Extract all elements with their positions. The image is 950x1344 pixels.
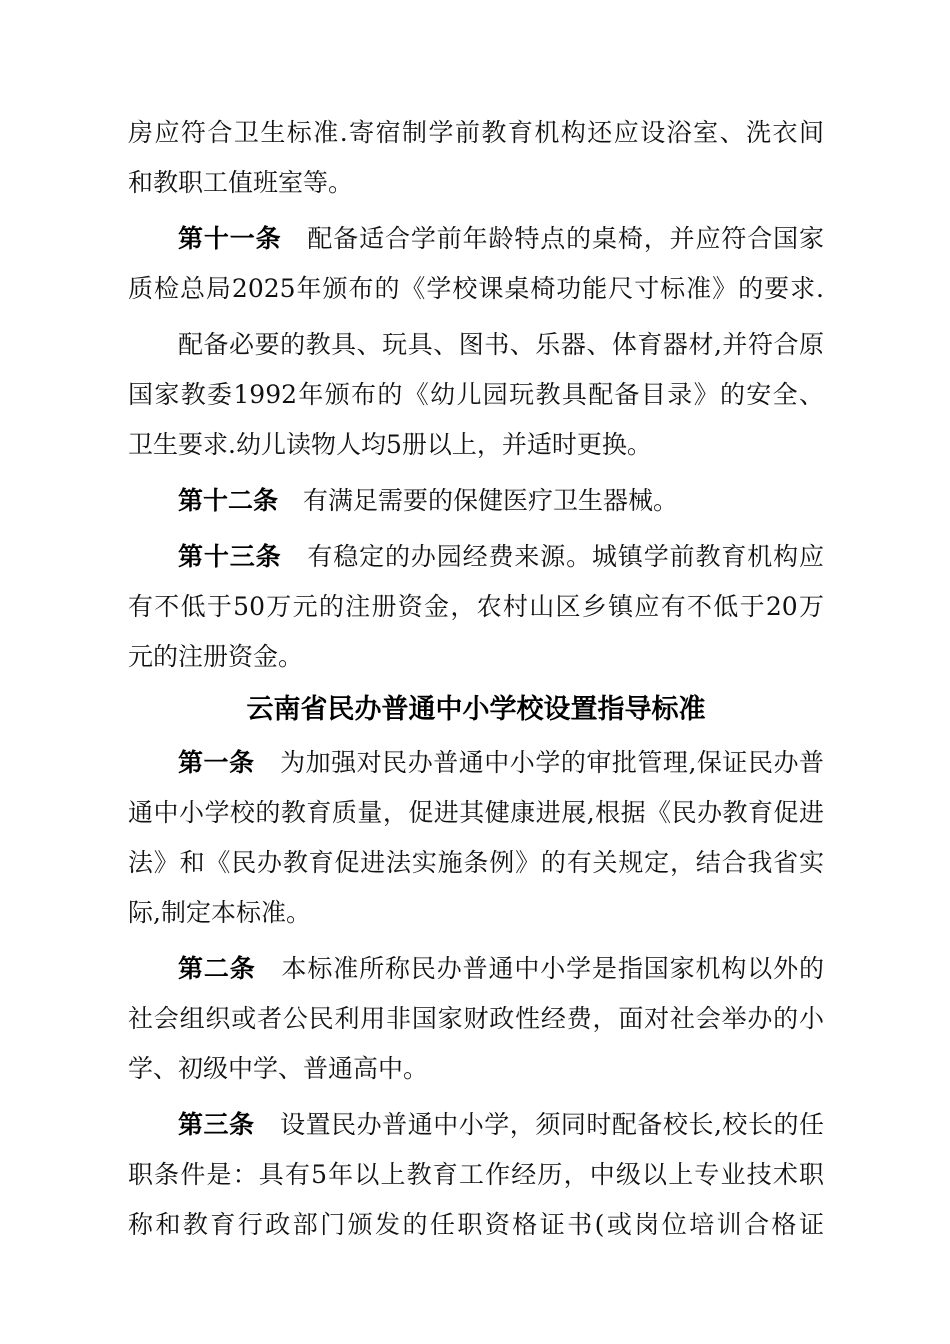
text-line: 通中小学校的教育质量，促进其健康进展,根据《民办教育促进 [128, 798, 824, 827]
document-page [128, 108, 824, 1250]
article-twelve [128, 476, 824, 526]
article-two [128, 944, 824, 1094]
article-number: 第二条 [178, 954, 256, 983]
text-line [128, 476, 824, 526]
text-line [128, 532, 824, 582]
section-heading: 云南省民办普通中小学校设置指导标准 [246, 694, 706, 725]
paragraph-continuation [128, 108, 824, 208]
text-line: 社会组织或者公民利用非国家财政性经费，面对社会举办的小 [128, 1004, 824, 1033]
text-line: 有不低于50万元的注册资金，农村山区乡镇应有不低于20万 [128, 592, 824, 621]
text-line: 元的注册资金。 [128, 642, 304, 671]
article-text: 有满足需要的保健医疗卫生器械。 [303, 486, 679, 515]
article-number: 第十一条 [178, 224, 282, 253]
text-line: 配备必要的教具、玩具、图书、乐器、体育器材,并符合原 [178, 330, 824, 359]
article-number: 第一条 [178, 748, 255, 777]
article-text: 本标准所称民办普通中小学是指国家机构以外的 [280, 954, 824, 983]
text-line: 和教职工值班室等。 [128, 168, 354, 197]
text-line: 房应符合卫生标准.寄宿制学前教育机构还应设浴室、洗衣间 [128, 118, 824, 147]
article-three [128, 1100, 824, 1250]
article-text: 为加强对民办普通中小学的审批管理,保证民办普 [279, 748, 824, 777]
text-line: 卫生要求.幼儿读物人均5册以上，并适时更换。 [128, 430, 652, 459]
text-line: 国家教委1992年颁布的《幼儿园玩教具配备目录》的安全、 [128, 380, 824, 409]
article-text: 有稳定的办园经费来源。城镇学前教育机构应 [306, 542, 824, 571]
article-number: 第十二条 [178, 486, 279, 515]
article-one [128, 738, 824, 938]
text-line [128, 1100, 824, 1150]
text-line [128, 944, 824, 994]
text-line: 际,制定本标准。 [128, 898, 311, 927]
text-line [128, 738, 824, 788]
article-number: 第十三条 [178, 542, 282, 571]
article-thirteen [128, 532, 824, 682]
article-text: 设置民办普通中小学，须同时配备校长,校长的任 [279, 1110, 824, 1139]
text-line: 法》和《民办教育促进法实施条例》的有关规定，结合我省实 [128, 848, 824, 877]
text-line: 称和教育行政部门颁发的任职资格证书(或岗位培训合格证 [128, 1210, 824, 1239]
text-line [128, 214, 824, 264]
text-line: 质检总局2025年颁布的《学校课桌椅功能尺寸标准》的要求. [128, 274, 824, 303]
text-line: 职条件是：具有5年以上教育工作经历，中级以上专业技术职 [128, 1160, 824, 1189]
article-text: 配备适合学前年龄特点的桌椅，并应符合国家 [306, 224, 824, 253]
paragraph-equipment [128, 320, 824, 470]
text-line: 学、初级中学、普通高中。 [128, 1054, 429, 1083]
article-number: 第三条 [178, 1110, 255, 1139]
article-eleven [128, 214, 824, 314]
